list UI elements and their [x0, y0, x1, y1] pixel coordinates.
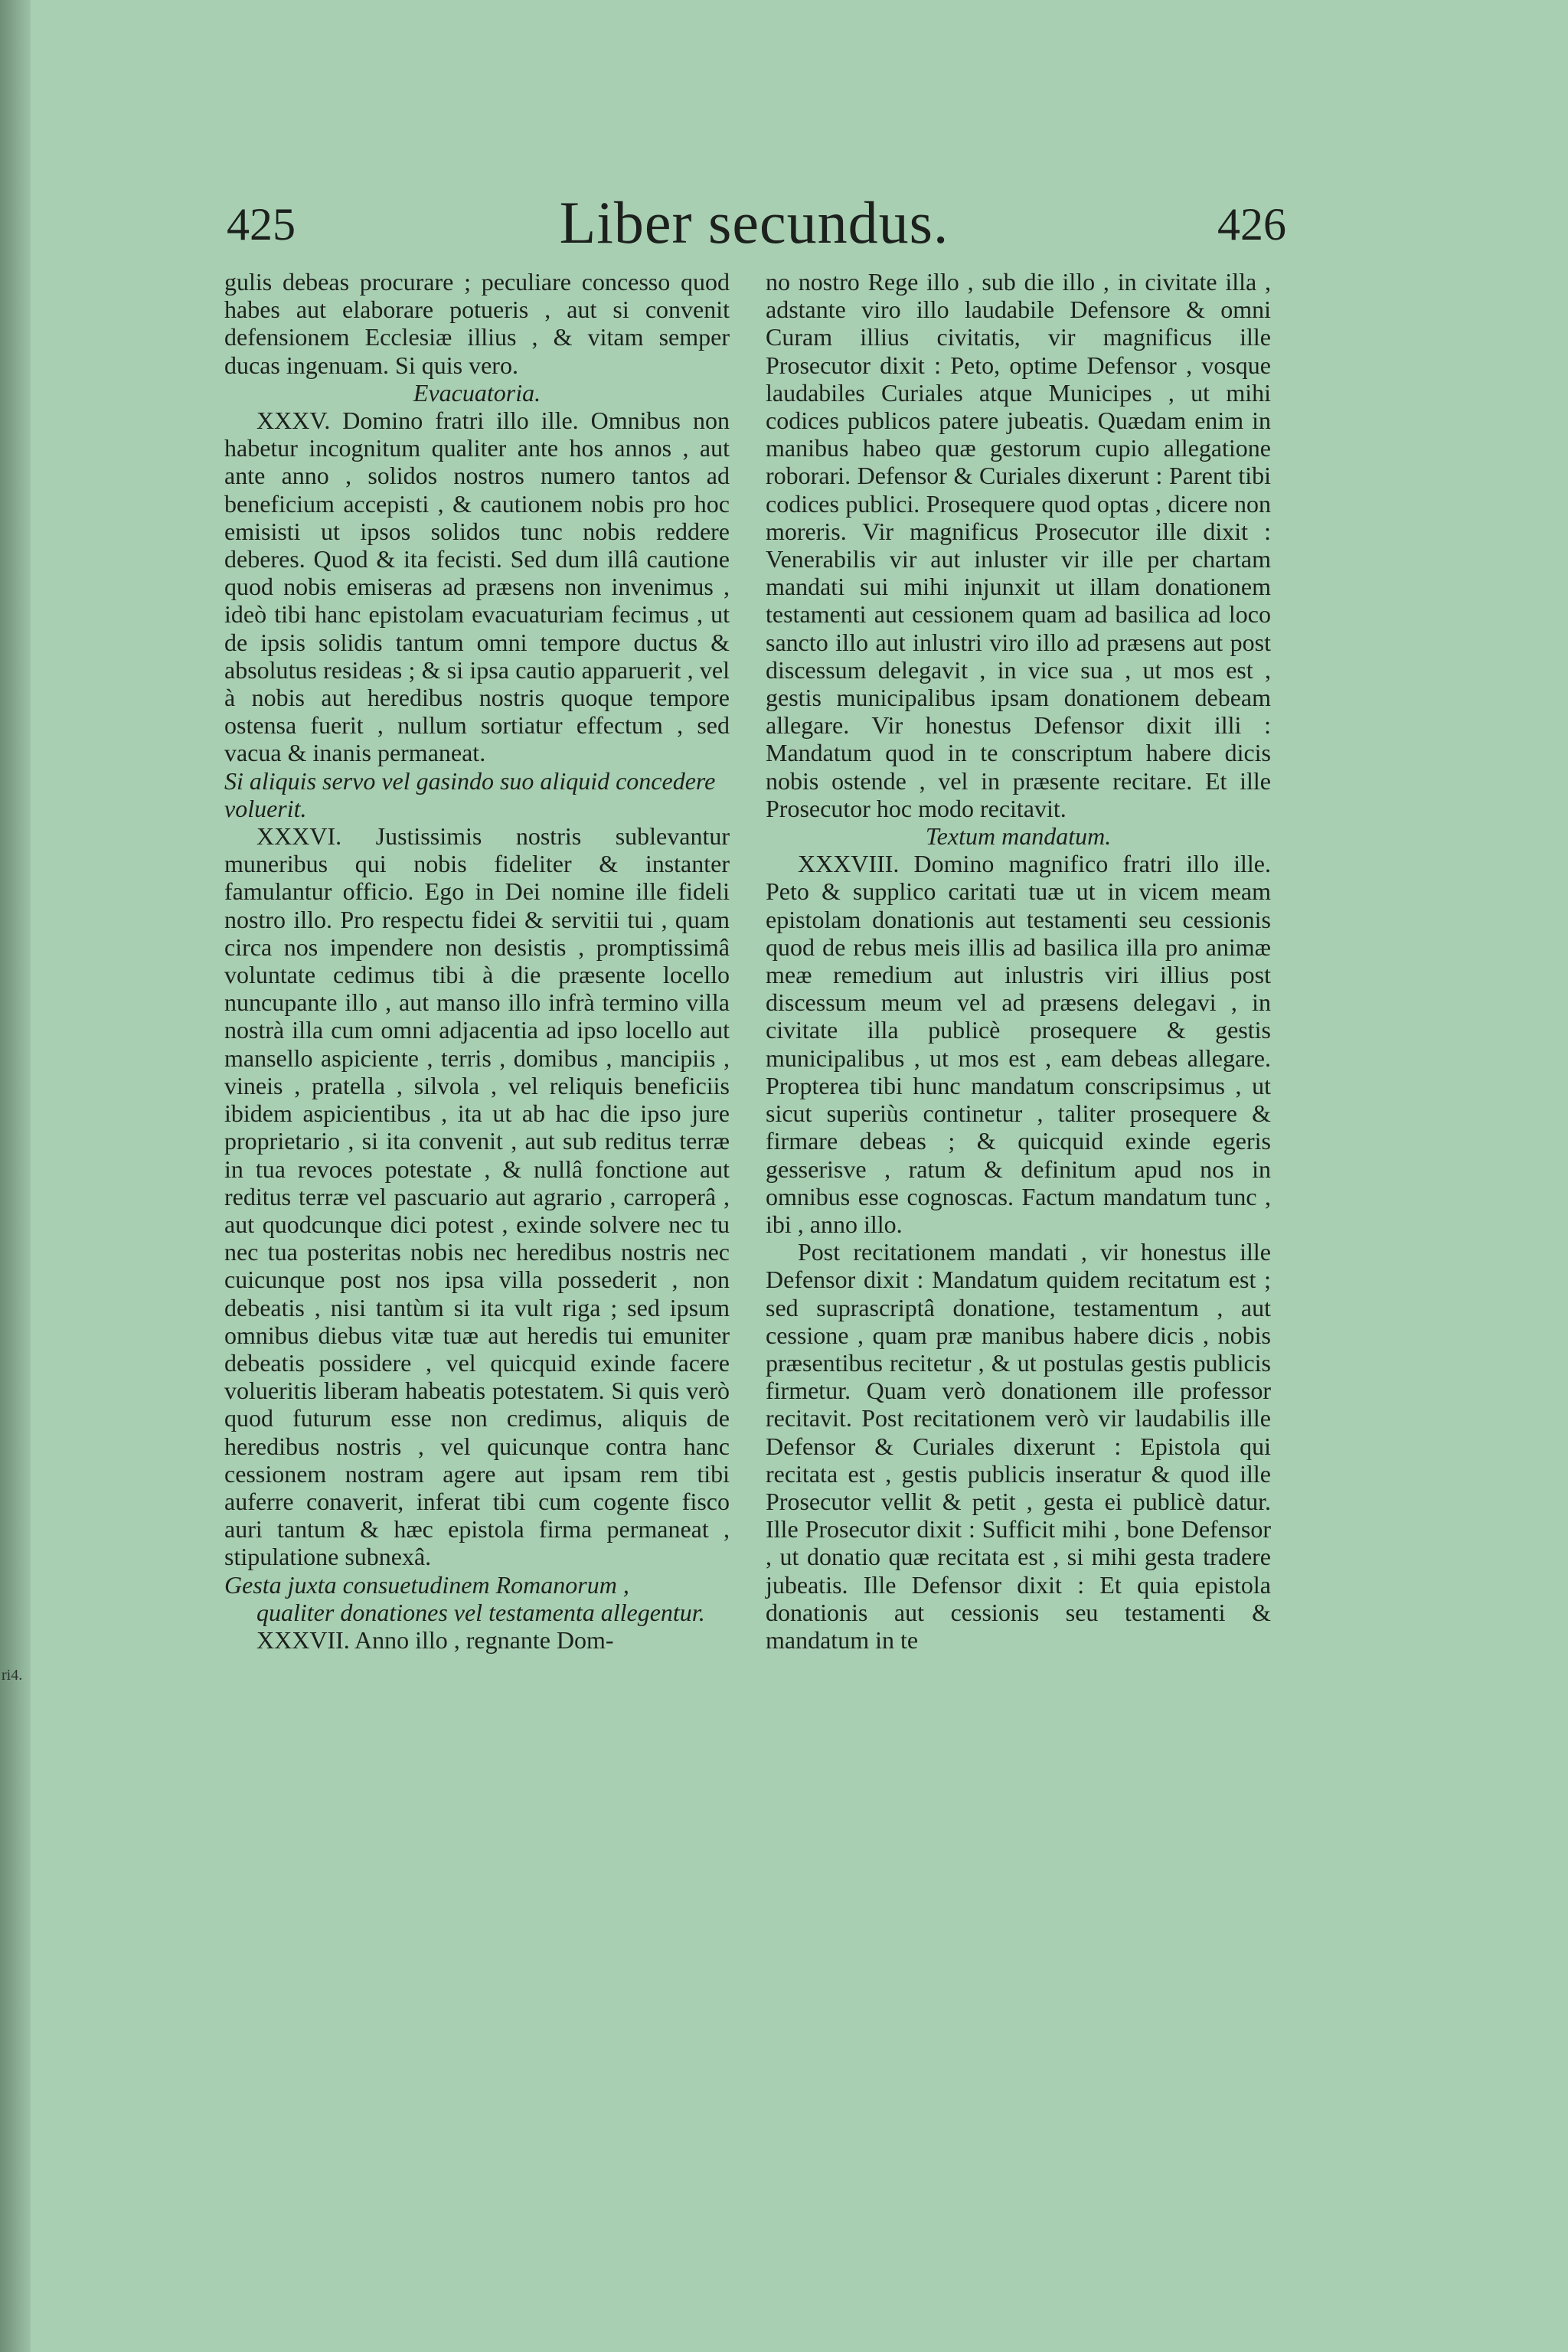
paragraph-xxxvi: XXXVI. Justissimis nostris sublevantur muneribus qui nobis fideliter & instanter famulantur officio. Ego in Dei nomine ille fideli nostro illo. Pro respectu fidei & servitii tui , quam circa nos impendere non desistis , promptissimâ voluntate cedimus tibi à die præsente locello nuncupante illo , aut manso illo infrà termino villa nostrà illa cum omni adjacentia ad ipso locello aut mansello aspiciente , terris , domibus , mancipiis , vineis , pratella , silvola , vel reliquis beneficiis ibidem aspicientibus , ita ut ab hac die ipso jure proprietario , si ita convenit , aut sub reditus terræ in tua revoces potestate , & nullâ fonctione aut reditus terræ vel pascuario aut agrario , carroperâ , aut quodcunque dici potest , exinde solvere nec tu nec tua posteritas nobis nec heredibus nostris nec cuicunque post nos ipsa villa possederit , non debeatis , nisi tantùm si ita vult riga ; sed ipsum omnibus diebus vitæ tuæ aut heredis tui emuniter debeatis possidere , vel quicquid exinde facere volueritis liberam habeatis potestatem. Si quis verò quod futurum esse non credimus, aliquis de heredibus nostris , vel quicunque contra hanc cessionem nostram agere aut ipsam rem tibi auferre conaverit, inferat tibi cum cogente fisco auri tantum & hæc epistola firma permaneat , stipulatione subnexâ.: [224, 822, 730, 1571]
paragraph-continuation-right: no nostro Rege illo , sub die illo , in civitate illa , adstante viro illo laudabile Defensore & omni Curam illius civitatis, vir magnificus ille Prosecutor dixit : Peto, optime Defensor , vosque laudabiles Curiales atque Municipes , ut mihi codices publicos patere jubeatis. Quædam enim in manibus habeo quæ gestorum cupio allegatione roborari. Defensor & Curiales dixerunt : Parent tibi codices publici. Prosequere quod optas , dicere non moreris. Vir magnificus Prosecutor ille dixit : Venerabilis vir aut inluster vir ille per chartam mandati sui mihi injunxit ut illam donationem testamenti aut cessionem quam ad basilica ad loco sancto illo aut inlustri viro illo ad præsens aut post discessum delegavit , in vice sua , ut mos est , gestis municipalibus ipsam donationem debeam allegare. Vir honestus Defensor dixit illi : Mandatum quod in te conscriptum habere dicis nobis ostende , vel in præsente recitare. Et ille Prosecutor hoc modo recitavit.: [766, 268, 1271, 822]
section-heading-gesta: [224, 1571, 730, 1626]
section-heading-evacuatoria: Evacuatoria.: [413, 378, 541, 407]
page-title: Liber secundus.: [559, 189, 949, 256]
paragraph-xxxviii: XXXVIII. Domino magnifico fratri illo ille. Peto & supplico caritati tuæ ut in vicem meam epistolam donationis aut testamenti seu cessionis quod de rebus meis illis ad basilica illa pro animæ meæ remedium aut inlustris viri illius post discessum meum vel ad præsens delegavi , in civitate illa publicè prosequere & gestis municipalibus , ut mos est , eam debeas allegare. Propterea tibi hunc mandatum conscripsimus , ut sicut superiùs continetur , taliter prosequere & firmare debeas ; & quicquid exinde egeris gesserisve , ratum & definitum apud nos in omnibus esse cognoscas. Factum mandatum tunc , ibi , anno illo.: [766, 850, 1271, 1238]
left-column: [224, 268, 730, 1654]
paragraph-xxxv: XXXV. Domino fratri illo ille. Omnibus non habetur incognitum qualiter ante hos annos , aut ante anno , solidos nostros numero tantos ad beneficium accepisti , & cautionem nobis pro hoc emisisti ut ipsos solidos tunc nobis reddere deberes. Quod & ita fecisti. Sed dum illâ cautione quod nobis emiseras ad præsens non invenimus , ideò tibi hanc epistolam evacuaturiam fecimus , ut de ipsis solidis tantum omni tempore ductus & absolutus resideas ; & si ipsa cautio apparuerit , vel à nobis aut heredibus nostris quoque tempore ostensa fuerit , nullum sortiatur effectum , sed vacua & inanis permaneat.: [224, 407, 730, 767]
right-column: [766, 268, 1271, 1654]
section-heading-gasindo: Si aliquis servo vel gasindo suo aliquid concedere voluerit.: [224, 766, 716, 822]
running-header: [222, 190, 1286, 259]
margin-note: ri4.: [2, 1667, 23, 1684]
paragraph-continuation: gulis debeas procurare ; peculiare concesso quod habes aut elaborare potueris , aut si convenit defensionem Ecclesiæ illius , & vitam semper ducas ingenuam. Si quis vero.: [224, 268, 730, 379]
book-gutter: [0, 0, 31, 2352]
page-number-right: 426: [1217, 199, 1286, 250]
page-number-left: 425: [227, 199, 296, 250]
paragraph-post-recitationem: Post recitationem mandati , vir honestus ille Defensor dixit : Mandatum quidem recitatum est ; sed suprascriptâ donatione, testamentum , aut cessione , quam præ manibus habere dicis , nobis præsentibus recitetur , & ut postulas gestis publicis firmetur. Quam verò donationem ille professor recitavit. Post recitationem verò vir laudabilis ille Defensor & Curiales dixerunt : Epistola qui recitata est , gestis publicis inseratur & quod ille Prosecutor vellit & petit , gesta ei publicè datur. Ille Prosecutor dixit : Sufficit mihi , bone Defensor , ut donatio quæ recitata est , si mihi gesta tradere jubeatis. Ille Defensor dixit : Et quia epistola donationis aut cessionis seu testamenti & mandatum in te: [766, 1238, 1271, 1654]
heading-line-2: qualiter donationes vel testamenta allegentur.: [256, 1598, 705, 1626]
paragraph-xxxvii: XXXVII. Anno illo , regnante Dom-: [256, 1625, 614, 1654]
heading-line-1: Gesta juxta consuetudinem Romanorum ,: [224, 1570, 629, 1599]
section-heading-textum-mandatum: Textum mandatum.: [925, 822, 1112, 851]
